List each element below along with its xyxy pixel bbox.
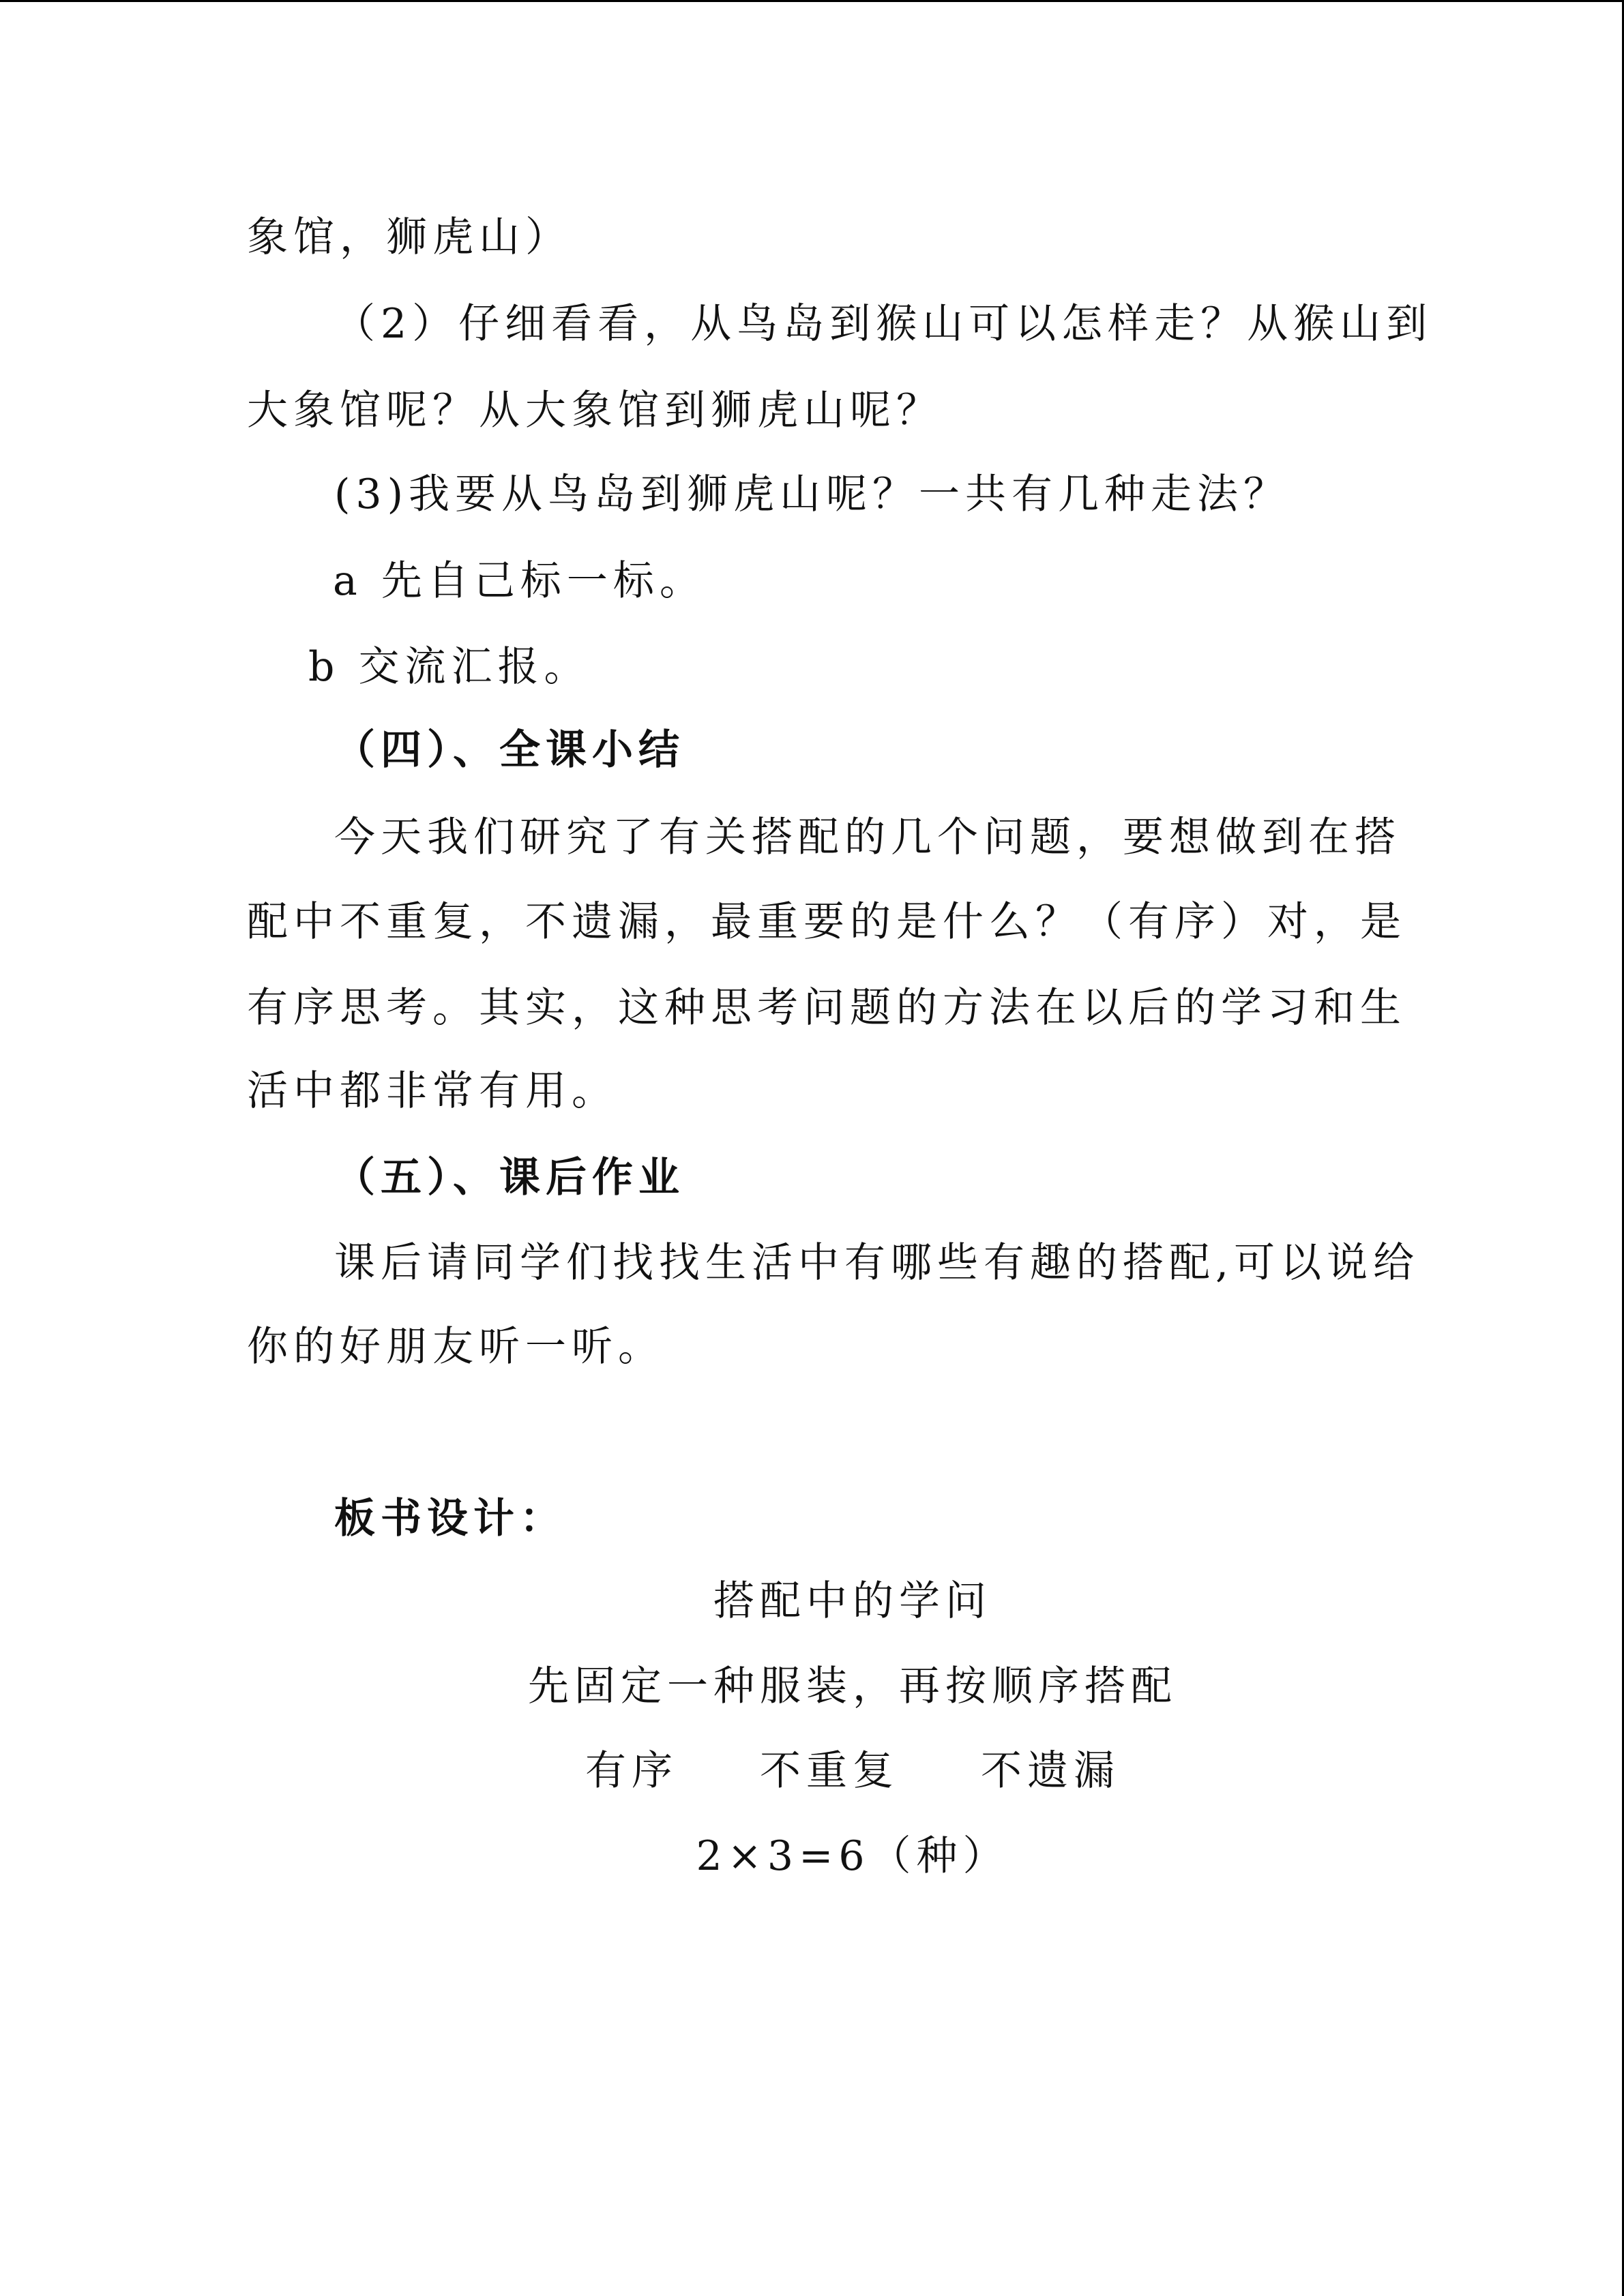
board-keyword: 不遗漏	[981, 1747, 1120, 1795]
board-keywords	[0, 1747, 1624, 1795]
section-heading-homework: （五）、课后作业	[334, 1154, 685, 1202]
text-line: （2）仔细看看，从鸟岛到猴山可以怎样走？从猴山到	[334, 300, 1433, 348]
board-formula: 2×3=6（种）	[696, 1832, 1009, 1880]
text-line: (3)我要从鸟岛到狮虎山呢？一共有几种走法？	[334, 471, 1290, 518]
paragraph-line: 配中不重复，不遗漏，最重要的是什么？（有序）对，是	[247, 898, 1406, 946]
board-design-heading: 板书设计：	[334, 1495, 566, 1542]
paragraph-line: 你的好朋友听一听。	[247, 1323, 664, 1371]
text-line: b 交流汇报。	[308, 643, 591, 691]
paragraph-line: 课后请同学们找找生活中有哪些有趣的搭配,可以说给	[334, 1239, 1420, 1287]
board-keyword: 有序	[585, 1747, 678, 1795]
paragraph-line: 有序思考。其实，这种思考问题的方法在以后的学习和生	[247, 984, 1406, 1032]
paragraph-line: 活中都非常有用。	[247, 1067, 618, 1115]
board-keyword: 不重复	[760, 1747, 899, 1795]
section-heading-summary: （四）、全课小结	[334, 726, 685, 774]
board-subtitle: 先固定一种服装，再按顺序搭配	[528, 1663, 1177, 1710]
board-title: 搭配中的学问	[713, 1577, 992, 1625]
text-line: 象馆，狮虎山）	[247, 213, 572, 261]
top-border-rule	[0, 0, 1624, 2]
text-line: a 先自己标一标。	[333, 557, 706, 605]
text-line: 大象馆呢？从大象馆到狮虎山呢？	[247, 387, 943, 434]
paragraph-line: 今天我们研究了有关搭配的几个问题，要想做到在搭	[334, 814, 1401, 861]
